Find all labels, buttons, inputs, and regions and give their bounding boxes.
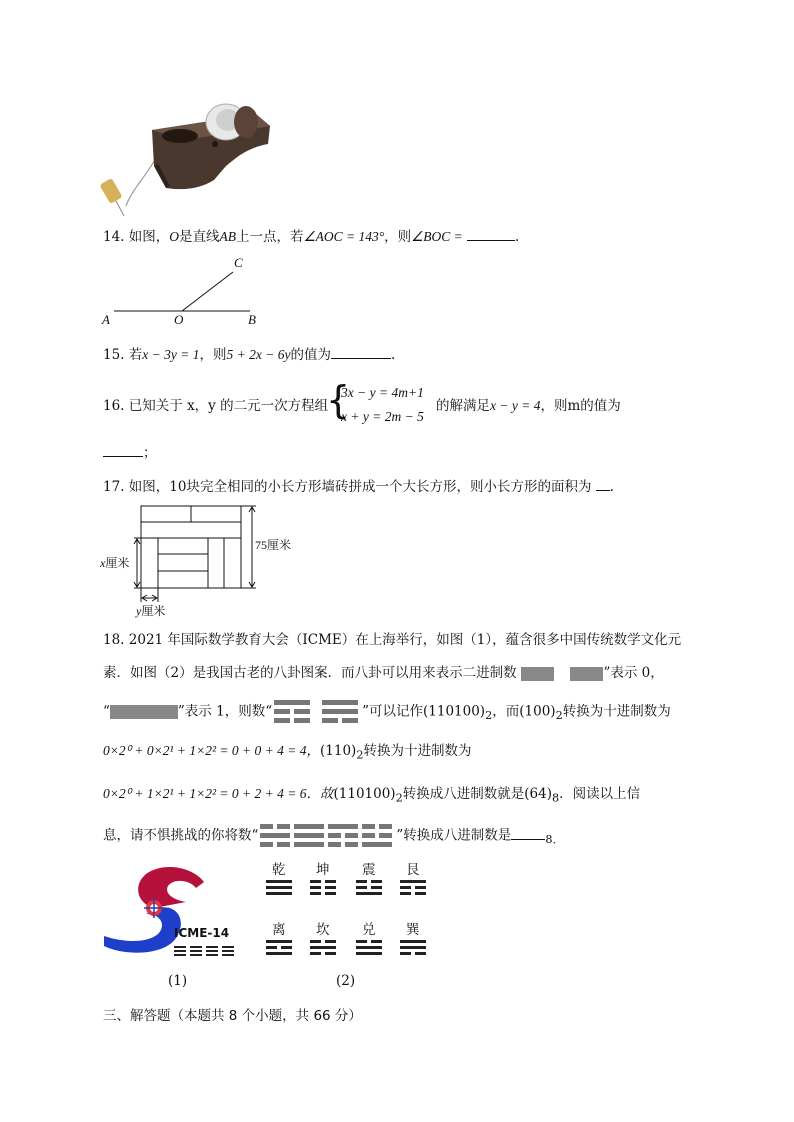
answer-blank-15[interactable]: [331, 344, 391, 359]
answer-blank-14[interactable]: [467, 226, 515, 241]
q18-line-1: 18. 2021 年国际数学教育大会（ICME）在上海举行，如图（1），蕴含很多中国传统数学文化元: [103, 632, 682, 648]
q14-number: 14.: [103, 229, 125, 245]
bagua-table: [258, 858, 438, 968]
figure-2-caption: (2): [336, 973, 356, 989]
trigram-kan: 坎: [316, 922, 330, 938]
trigram-kun: 坤: [316, 862, 330, 878]
tape-dispenser-image: [96, 96, 276, 221]
q18-line-3: “ ”表示 1，则数“ ”可以记作$(110100)_2$，而$(100)_2$转换为十进制数为: [103, 699, 671, 726]
brick-figure: [100, 500, 300, 620]
q18-line-5: 0×2⁰ + 1×2¹ + 1×2² = 0 + 2 + 4 = 6．故$(110100)_2$转换成八进制数就是$(64)_8$．阅读以上信: [103, 786, 641, 805]
icme-logo: [104, 864, 249, 964]
label-A: A: [102, 312, 110, 327]
trigram-dui: 兑: [362, 922, 376, 938]
answer-blank-16[interactable]: [103, 442, 143, 457]
question-15: 15. 若x − 3y = 1，则5 + 2x − 6y的值为 .: [103, 344, 395, 365]
trigram-qian: 乾: [272, 862, 286, 878]
question-16-blank-line: ；: [103, 442, 157, 463]
equation-brace: {: [326, 378, 351, 422]
question-17: 17. 如图，10块完全相同的小长方形墙砖拼成一个大长方形，则小长方形的面积为 .: [103, 476, 614, 497]
section-3-title: 三、解答题（本题共 8 个小题，共 66 分）: [103, 1008, 362, 1024]
label-C: C: [234, 255, 243, 270]
trigram-zhen: 震: [362, 862, 376, 878]
question-16: 16. 已知关于 x，y 的二元一次方程组: [103, 398, 329, 414]
four-trigram-number-icon: [260, 823, 394, 849]
label-O: O: [174, 312, 184, 327]
trigram-gen: 艮: [406, 862, 420, 878]
label-B: B: [248, 312, 256, 327]
y-label: y厘米: [136, 604, 166, 618]
q14-target: ∠BOC =: [411, 229, 463, 244]
equation-1: 3x − y = 4m+1: [341, 385, 424, 400]
q18-line-6: 息，请不惧挑战的你将数“ ”转换成八进制数是 $_{8.}$: [103, 823, 564, 850]
answer-blank-17[interactable]: [596, 476, 610, 491]
yin-line-left: [521, 667, 554, 681]
q18-line-2: 素．如图（2）是我国古老的八卦图案．而八卦可以用来表示二进制数 ”表示 0，: [103, 665, 664, 681]
equation-2: x + y = 2m − 5: [341, 409, 424, 424]
question-16-cont: 的解满足x − y = 4，则m的值为: [436, 398, 621, 414]
question-14: 14. 如图，O是直线AB上一点，若∠AOC = 143°，则∠BOC = .: [103, 226, 519, 247]
trigram-li: 离: [272, 922, 286, 938]
trigram-xun: 巽: [406, 922, 420, 938]
x-label: x厘米: [100, 556, 130, 570]
q18-line-4: 0×2⁰ + 0×2¹ + 1×2² = 0 + 0 + 4 = 4，$(110)_2$转换为十进制数为: [103, 743, 472, 762]
figure-1-caption: (1): [168, 973, 188, 989]
angle-figure: [100, 255, 270, 330]
yang-line: [110, 705, 178, 719]
trigram-pair-icon: [274, 699, 360, 725]
icme-logo-text: ICME-14: [174, 926, 230, 940]
h-label: 75厘米: [255, 538, 292, 552]
answer-blank-18[interactable]: [511, 825, 545, 840]
yin-line-right: [570, 667, 603, 681]
q14-condition: ∠AOC = 143°: [303, 229, 385, 244]
